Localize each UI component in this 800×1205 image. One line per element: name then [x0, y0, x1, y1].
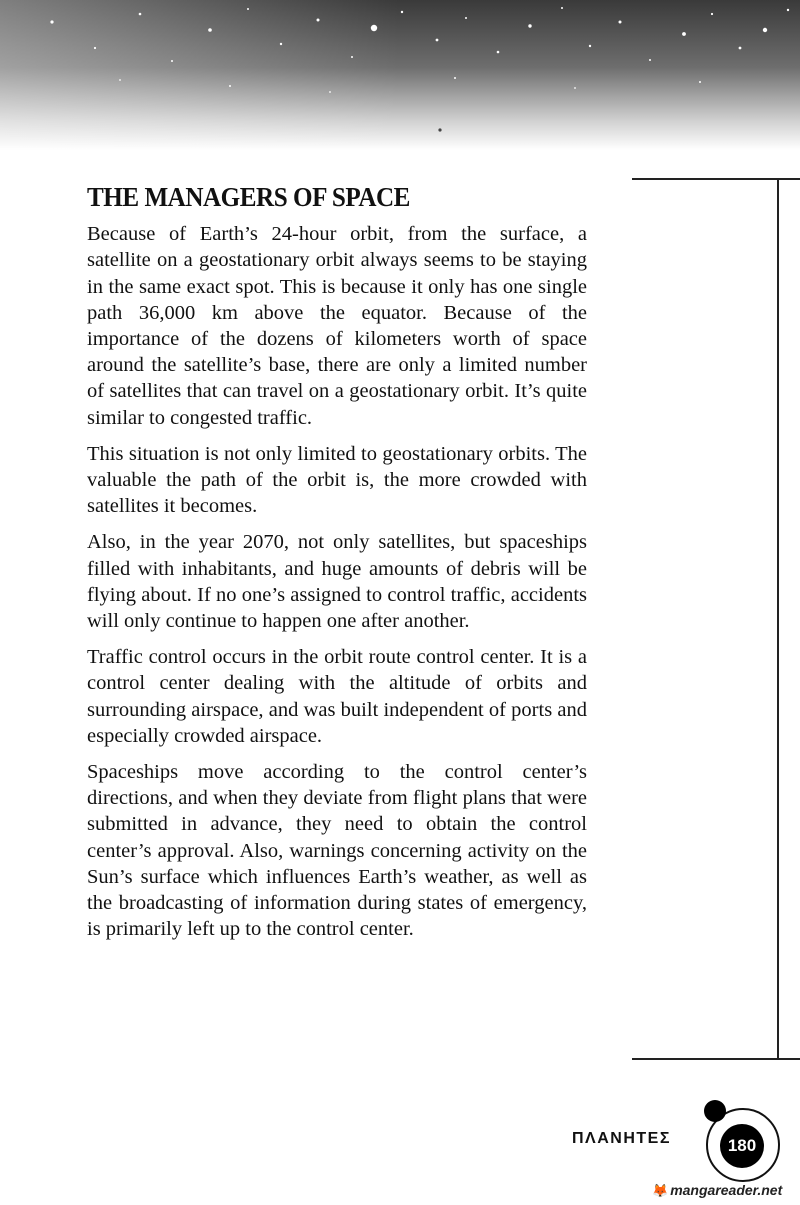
side-panel-bottom-rule	[632, 1058, 800, 1060]
series-title: ΠΛΑΝΗΤΕΣ	[572, 1130, 671, 1147]
article-paragraph: Because of Earth’s 24-hour orbit, from the surface, a satellite on a geostationary orbit always seems to be staying in the same exact spot. This is because it only has one single path 36,000 km above the equator. Because of the importance of the dozens of kilometers worth of space around the satellite’s base, there are only a limited number of satellites that can travel on a geostationary orbit. It’s quite similar to congested traffic.	[87, 223, 587, 429]
article-paragraph: Traffic control occurs in the orbit route control center. It is a control center dealing with the altitude of orbits and surrounding airspace, and was built independent of ports and especially crowded airspace.	[87, 646, 587, 747]
fox-logo-icon: 🦊	[652, 1183, 669, 1198]
side-panel-top-rule	[632, 178, 800, 180]
article	[87, 180, 587, 952]
article-title: THE MANAGERS OF SPACE	[87, 182, 410, 212]
starfield-header-image	[0, 0, 800, 150]
side-panel-vertical-rule	[777, 178, 779, 1060]
page-number: 180	[720, 1124, 764, 1168]
watermark-text: mangareader.net	[670, 1182, 783, 1198]
starfield-graphic	[0, 0, 800, 150]
watermark	[652, 1182, 782, 1199]
planet-dot-icon	[704, 1100, 726, 1122]
article-paragraph: Spaceships move according to the control center’s directions, and when they deviate from flight plans that were submitted in advance, they need to obtain the control center’s approval. Also, warnings concerning activity on the Sun’s surface which influences Earth’s weather, as well as the broadcasting of information during states of emergency, is primarily left up to the control center.	[87, 760, 587, 941]
article-paragraph: Also, in the year 2070, not only satellites, but spaceships filled with inhabitants, and huge amounts of debris will be flying about. If no one’s assigned to control traffic, accidents will only continue to happen one after another.	[87, 531, 587, 632]
page-number-badge	[706, 1100, 786, 1180]
article-paragraph: This situation is not only limited to geostationary orbits. The valuable the path of the orbit is, the more crowded with satellites it becomes.	[87, 442, 587, 518]
side-panel-frame	[632, 178, 800, 1060]
